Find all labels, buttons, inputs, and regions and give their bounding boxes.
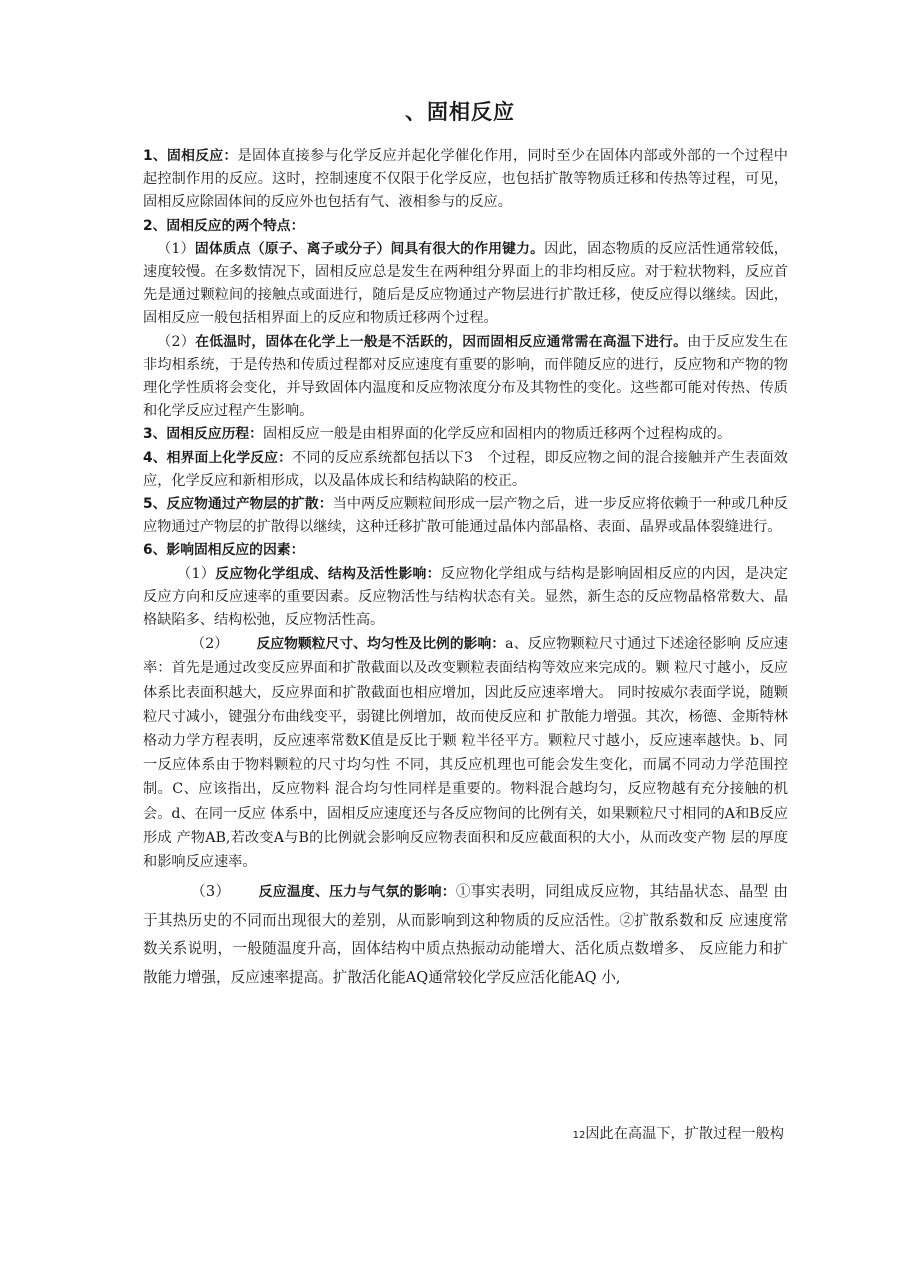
factor-1 — [143, 563, 788, 633]
factor-1-bold: 反应物化学组成、结构及活性影响： — [215, 565, 441, 582]
factor-2-num: （2） — [191, 636, 229, 653]
factor-1-text: 反应物化学组成与结构是影响固相反应的内因，是决定反应方向和反应速率的重要因素。反应物活性与结构状态有关。显然，新生态的反应物晶格常数大、晶格缺陷多、结构松弛，反应物活性高。 — [143, 565, 789, 629]
feature-2-bold: 在低温时，固体在化学上一般是不活跃的，因而固相反应通常需在高温下进行。 — [195, 333, 688, 350]
footer-text: 因此在高温下，扩散过程一般构 — [585, 1126, 784, 1142]
section-4-label: 4、相界面上化学反应： — [143, 449, 293, 466]
feature-1-bold: 固体质点（原子、离子或分子）间具有很大的作用键力。 — [194, 240, 545, 257]
feature-2-num: （2） — [157, 333, 196, 350]
section-6-label: 6、影响固相反应的因素： — [143, 542, 305, 559]
feature-2-text: 由于反应发生在非均相系统，于是传热和传质过程都对反应速度有重要的影响，而伴随反应的进行，反应物和产物的物理化学性质将会变化，并导致固体内温度和反应物浓度分布及其物性的变化。这些都可能对传热、传质和化学反应过程产生影响。 — [143, 333, 788, 420]
factor-3-bold: 反应温度、压力与气氛的影响： — [258, 884, 456, 901]
factor-2-text: a、反应物颗粒尺寸通过下述途径影响 反应速率：首先是通过改变反应界面和扩散截面以及改变颗粒表面结构等效应来完成的。颗 粒尺寸越小，反应体系比表面积越大，反应界面和扩散截面也相应增加，因此反应速率增大。 同时按威尔表面学说，随颗粒尺寸减小，键强分布曲线变平，弱键比例增加，故而使反应和 扩散能力增强。其次，杨德、金斯特林格动力学方程表明，反应速率常数K值是反比于颗 粒半径平方。颗粒尺寸越小，反应速率越快。b、同一反应体系由于物料颗粒的尺寸均匀性 不同，其反应机理也可能会发生变化，而属不同动力学范围控制。C、应该指出，反应物料 混合均匀性同样是重要的。物料混合越均匀，反应物越有充分接触的机会。d、在同一反应 体系中，固相反应速度还与各反应物间的比例有关，如果颗粒尺寸相同的A和B反应形成 产物AB,若改变A与B的比例就会影响反应物表面积和反应截面积的大小，从而改变产物 层的厚度和影响反应速率。 — [143, 636, 788, 871]
section-1-label: 1、固相反应： — [143, 148, 238, 164]
section-5-label: 5、反应物通过产物层的扩散： — [143, 496, 333, 513]
factor-1-num: （1） — [177, 565, 216, 582]
feature-1-text: 因此，固态物质的反应活性通常较低，速度较慢。在多数情况下，固相反应总是发生在两种组分界面上的非均相反应。对于粒状物料，反应首先是通过颗粒间的接触点或面进行，随后是反应物通过产物层进行扩散迁移，使反应得以继续。因此，固相反应一般包括相界面上的反应和物质迁移两个过程。 — [143, 240, 788, 327]
section-5 — [143, 493, 788, 539]
factor-3 — [143, 878, 788, 992]
section-4-text: 不同的反应系统都包括以下3 个过程，即反应物之间的混合接触并产生表面效应，化学反应和新相形成，以及晶体成长和结构缺陷的校正。 — [143, 449, 788, 489]
section-2-label: 2、固相反应的两个特点： — [143, 217, 305, 234]
feature-2 — [143, 331, 788, 424]
factor-2 — [143, 632, 788, 874]
page-number: 12 — [572, 1130, 586, 1141]
section-1-text: 是固体直接参与化学反应并起化学催化作用，同时至少在固体内部或外部的一个过程中起控制作用的反应。这时，控制速度不仅限于化学反应，也包括扩散等物质迁移和传热等过程，可见，固相反应除固体间的反应外也包括有气、液相参与的反应。 — [143, 148, 788, 211]
section-2 — [143, 215, 788, 238]
factor-3-num: （3） — [191, 883, 231, 901]
section-3-text: 固相反应一般是由相界面的化学反应和固相内的物质迁移两个过程构成的。 — [262, 426, 732, 443]
feature-1 — [143, 238, 788, 331]
section-3 — [143, 423, 788, 446]
footer-line — [573, 1123, 784, 1143]
feature-1-num: （1） — [157, 240, 195, 257]
factor-2-bold: 反应物颗粒尺寸、均匀性及比例的影响： — [256, 636, 506, 653]
section-3-label: 3、固相反应历程： — [143, 426, 263, 443]
document-body — [143, 145, 788, 992]
factor-3-text: ①事实表明，同组成反应物，其结晶状态、晶型 由于其热历史的不同而出现很大的差别，从而影响到这种物质的反应活性。②扩散系数和反 应速度常数关系说明，一般随温度升高，固体结构中质点热振动动能增大、活化质点数增多、 反应能力和扩散能力增强，反应速率提高。扩散活化能AQ通常较化学反应活化能AQ 小, — [143, 883, 788, 986]
section-5-text: 当中两反应颗粒间形成一层产物之后，进一步反应将依赖于一种或几种反应物通过产物层的扩散得以继续，这种迁移扩散可能通过晶体内部晶格、表面、晶界或晶体裂缝进行。 — [143, 496, 788, 536]
section-6 — [143, 539, 788, 562]
section-4 — [143, 447, 788, 493]
section-1 — [143, 145, 788, 215]
page-title: 、固相反应 — [405, 100, 515, 124]
